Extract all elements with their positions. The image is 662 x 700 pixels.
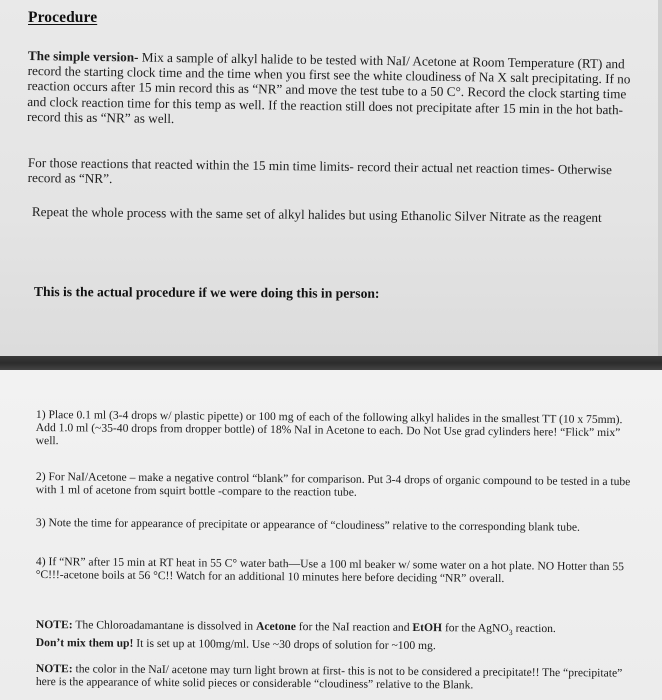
- note-label: NOTE:: [35, 662, 73, 676]
- simple-version-paragraph: [27, 48, 648, 133]
- page-title: Procedure: [28, 9, 98, 26]
- note-text: for the AgNO: [442, 621, 509, 635]
- page-edge: [658, 0, 662, 356]
- note-label: NOTE:: [35, 618, 73, 632]
- note-text: for the NaI reaction and: [295, 620, 413, 634]
- note-text: It is set up at 100mg/ml. Use ~30 drops of solution for ~100 mg.: [133, 636, 436, 652]
- step-3: 3) Note the time for appearance of precipitate or appearance of “cloudiness” relative to the corresponding blank tube.: [35, 516, 581, 534]
- note-acetone: Acetone: [255, 619, 296, 634]
- actual-times-paragraph: For those reactions that reacted within the 15 min time limits- record their actual net reaction times- Otherwise record as “NR”.: [27, 155, 613, 187]
- note-text: the color in the NaI/ acetone may turn light brown at first- this is not to be considered a precipitate!! The “precipitate” here is the appearance of white solid pieces or considerable “cloudiness” relative to the Blank.: [35, 662, 623, 692]
- step-1: 1) Place 0.1 ml (3-4 drops w/ plastic pipette) or 100 mg of each of the following alkyl halides in the smallest TT (10 x 75mm). Add 1.0 ml (~35-40 drops from dropper bottle) of 18% NaI in Acetone to each. Do Not Use grad cylinders here! “Flick” mix” well.: [35, 408, 623, 448]
- note-chloroadamantane: [36, 618, 636, 653]
- note-subscript: 3: [508, 628, 513, 638]
- handout-section: [0, 370, 662, 700]
- in-person-heading: This is the actual procedure if we were doing this in person:: [33, 284, 380, 301]
- note-text: The Chloroadamantane is dissolved in: [72, 618, 257, 633]
- simple-version-text: Mix a sample of alkyl halide to be tested with NaI/ Acetone at Room Temperature (RT) and record the starting clock time and the time when you first see the white cloudiness of Na X salt precipitating. If no reaction occurs after 15 min record this as “NR” and move the test tube to a 50 C°. Record the clock starting time and clock reaction time for this temp as well. If the reaction still does not precipitate after 15 min in the hot bath- record this as “NR” as well.: [26, 49, 631, 126]
- step-2: 2) For NaI/Acetone – make a negative control “blank” for comparison. Put 3-4 drops of organic compound to be tested in a tube with 1 ml of acetone from squirt bottle -compare to the reaction tube.: [35, 470, 631, 500]
- note-color: [36, 662, 636, 693]
- step-4: 4) If “NR” after 15 min at RT heat in 55 C° water bath—Use a 100 ml beaker w/ some water on a hot plate. NO Hotter than 55 °C!!!-acetone boils at 56 °C!! Watch for an additional 10 minutes here before deciding “NR” overall.: [35, 555, 625, 586]
- repeat-paragraph: Repeat the whole process with the same set of alkyl halides but using Ethanolic Silver Nitrate as the reagent: [31, 204, 602, 225]
- note-dont-mix: Don’t mix them up!: [35, 635, 134, 650]
- simple-version-lead: The simple version-: [27, 48, 139, 65]
- note-etoh: EtOH: [412, 620, 443, 635]
- note-text: reaction.: [512, 621, 556, 636]
- section-divider: [0, 356, 662, 370]
